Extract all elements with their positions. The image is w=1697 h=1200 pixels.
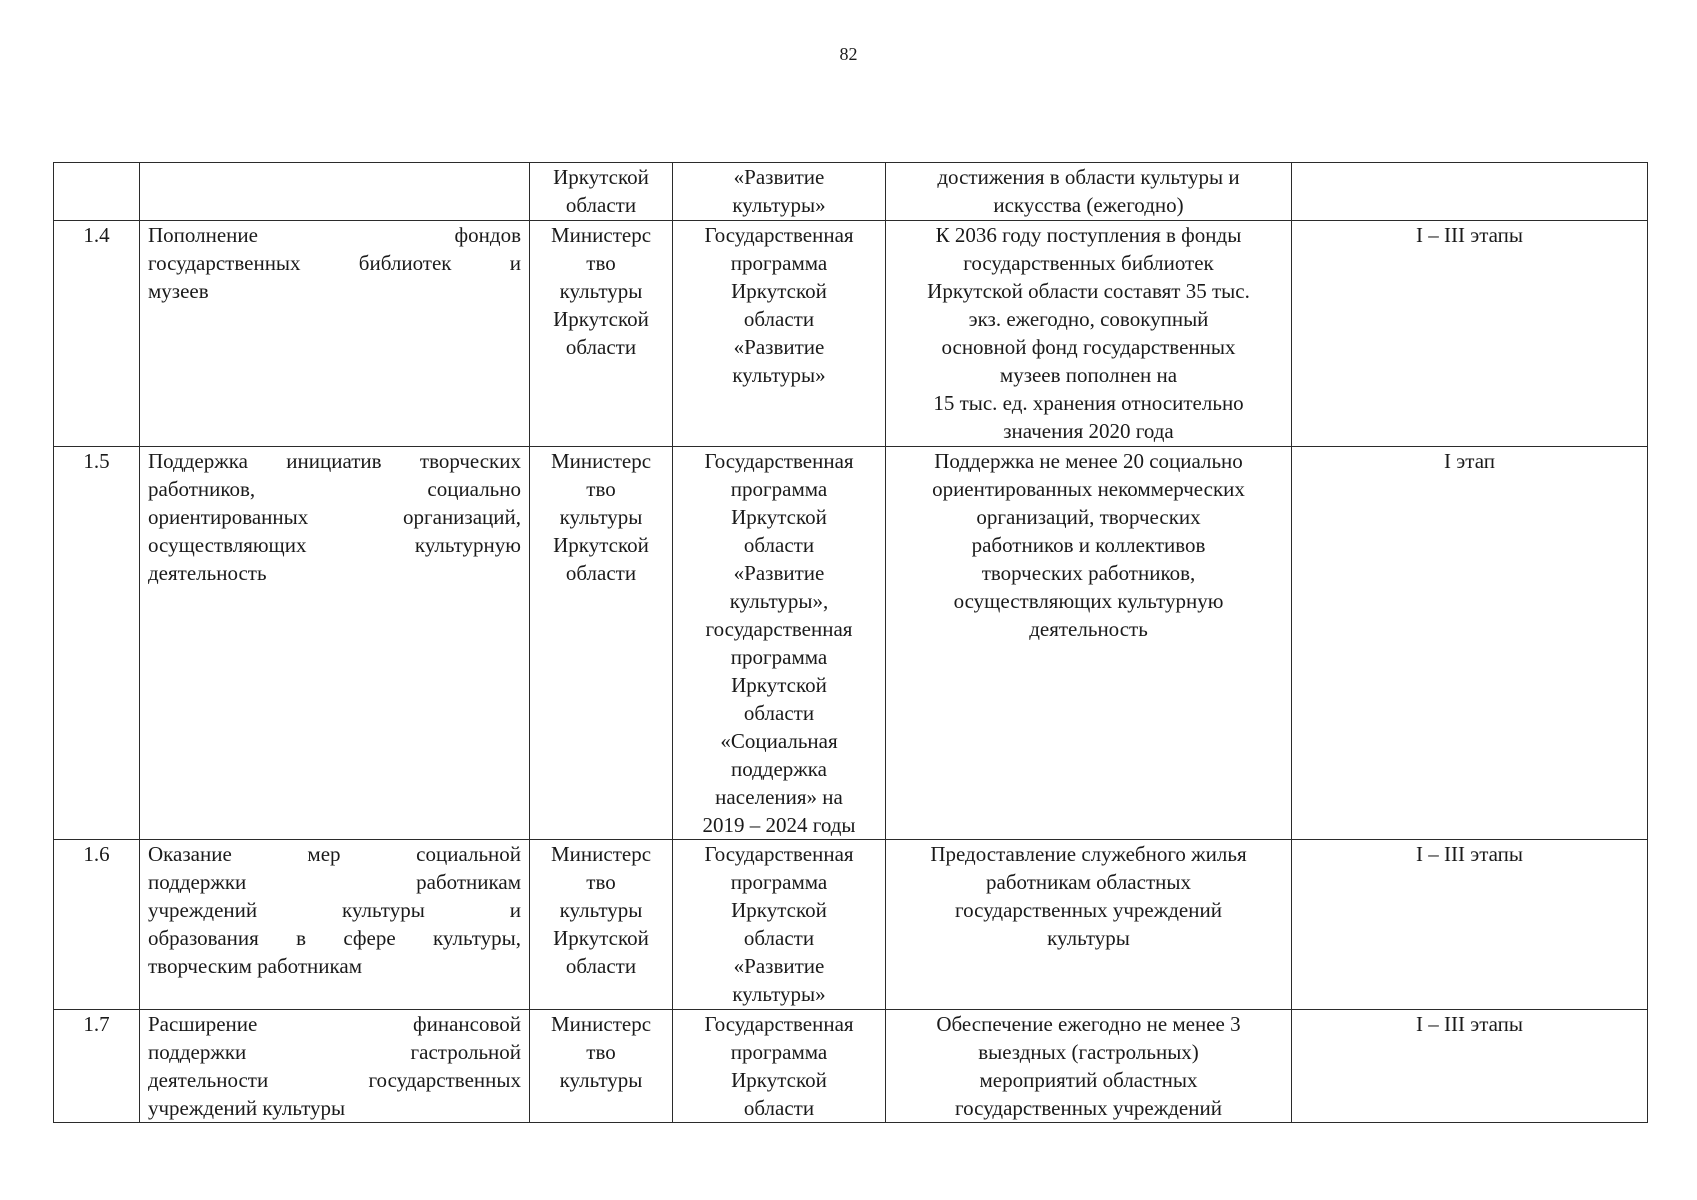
cell-line: музеев <box>148 279 209 303</box>
cell-line: деятельность <box>148 561 267 585</box>
cell-line: Иркутской <box>731 898 827 922</box>
measures-table <box>53 162 1648 1123</box>
item-number: 1.5 <box>54 447 140 840</box>
implementation-stage: I этап <box>1292 447 1648 840</box>
cell-line: Иркутской <box>553 307 649 331</box>
cell-line: тво <box>586 870 616 894</box>
cell-line: Иркутской <box>731 279 827 303</box>
measure-name <box>140 163 530 221</box>
cell-line: области <box>565 335 637 359</box>
cell-line: области <box>565 954 637 978</box>
cell-line: государственных учреждений <box>955 1096 1222 1120</box>
cell-line: деятельность <box>1029 617 1148 641</box>
cell-line: государственных учреждений <box>955 898 1222 922</box>
table-body <box>54 163 1648 1123</box>
cell-line: области <box>743 701 815 725</box>
cell-line: Иркутской <box>553 926 649 950</box>
cell-line: культуры <box>559 279 643 303</box>
cell-line: программа <box>730 870 828 894</box>
table-row <box>54 163 1648 221</box>
cell-line: «Развитие <box>733 165 825 189</box>
cell-line: музеев пополнен на <box>999 363 1178 387</box>
cell-line: Предоставление служебного жилья <box>930 842 1247 866</box>
measure-name <box>140 447 530 840</box>
expected-result <box>886 163 1292 221</box>
cell-line: образования в сфере культуры, <box>148 926 521 950</box>
implementation-stage: I – III этапы <box>1292 221 1648 447</box>
cell-line: Государственная <box>704 842 854 866</box>
cell-line: учреждений культуры и <box>148 898 521 922</box>
program-document <box>673 221 886 447</box>
implementation-stage: I – III этапы <box>1292 840 1648 1010</box>
cell-line: творческих работников, <box>981 561 1196 585</box>
item-number: 1.4 <box>54 221 140 447</box>
cell-line: поддержки работникам <box>148 870 521 894</box>
cell-line: организаций, творческих <box>976 505 1201 529</box>
cell-line: Министерс <box>550 449 652 473</box>
cell-line: Государственная <box>704 449 854 473</box>
responsible-executor <box>530 221 673 447</box>
program-document <box>673 1010 886 1123</box>
responsible-executor <box>530 1010 673 1123</box>
cell-line: Государственная <box>704 1012 854 1036</box>
cell-line: культуры <box>1047 926 1130 950</box>
program-document <box>673 840 886 1010</box>
cell-line: Иркутской <box>731 505 827 529</box>
cell-line: Обеспечение ежегодно не менее 3 <box>936 1012 1241 1036</box>
cell-line: Иркутской <box>553 165 649 189</box>
responsible-executor <box>530 447 673 840</box>
cell-line: культуры <box>559 898 643 922</box>
cell-line: «Развитие <box>733 335 825 359</box>
measure-name <box>140 840 530 1010</box>
expected-result <box>886 221 1292 447</box>
cell-line: экз. ежегодно, совокупный <box>968 307 1209 331</box>
cell-line: поддержки гастрольной <box>148 1040 521 1064</box>
cell-line: Иркутской <box>553 533 649 557</box>
cell-line: значения 2020 года <box>1003 419 1174 443</box>
table-row <box>54 447 1648 840</box>
cell-line: области <box>565 561 637 585</box>
cell-line: Министерс <box>550 842 652 866</box>
cell-line: культуры» <box>732 982 826 1006</box>
cell-line: работников и коллективов <box>971 533 1206 557</box>
cell-line: государственная <box>705 617 853 641</box>
cell-line: культуры <box>559 1068 643 1092</box>
expected-result <box>886 840 1292 1010</box>
cell-line: населения» на <box>715 785 843 809</box>
table-row <box>54 1010 1648 1123</box>
cell-line: программа <box>730 477 828 501</box>
cell-line: области <box>565 193 637 217</box>
cell-line: выездных (гастрольных) <box>978 1040 1199 1064</box>
cell-line: работников, социально <box>148 477 521 501</box>
cell-line: Расширение финансовой <box>148 1012 521 1036</box>
cell-line: программа <box>730 645 828 669</box>
cell-line: мероприятий областных <box>979 1068 1198 1092</box>
cell-line: Иркутской <box>731 1068 827 1092</box>
cell-line: области <box>743 533 815 557</box>
cell-line: учреждений культуры <box>148 1096 346 1120</box>
cell-line: культуры», <box>729 589 829 613</box>
cell-line: работникам областных <box>986 870 1191 894</box>
cell-line: государственных библиотек и <box>148 251 521 275</box>
cell-line: области <box>743 1096 815 1120</box>
cell-line: области <box>743 307 815 331</box>
cell-line: тво <box>586 477 616 501</box>
cell-line: достижения в области культуры и <box>937 165 1240 189</box>
cell-line: «Социальная <box>720 729 838 753</box>
cell-line: Пополнение фондов <box>148 223 521 247</box>
cell-line: «Развитие <box>733 954 825 978</box>
page-number: 82 <box>839 44 858 64</box>
cell-line: Оказание мер социальной <box>148 842 521 866</box>
cell-line: области <box>743 926 815 950</box>
measure-name <box>140 221 530 447</box>
cell-line: Поддержка не менее 20 социально <box>934 449 1243 473</box>
implementation-stage: I – III этапы <box>1292 1010 1648 1123</box>
cell-line: «Развитие <box>733 561 825 585</box>
measure-name <box>140 1010 530 1123</box>
cell-line: 15 тыс. ед. хранения относительно <box>933 391 1244 415</box>
cell-line: культуры» <box>732 193 826 217</box>
cell-line: поддержка <box>730 757 828 781</box>
cell-line: искусства (ежегодно) <box>993 193 1184 217</box>
responsible-executor <box>530 163 673 221</box>
item-number: 1.7 <box>54 1010 140 1123</box>
cell-line: тво <box>586 1040 616 1064</box>
cell-line: культуры <box>559 505 643 529</box>
cell-line: ориентированных организаций, <box>148 505 521 529</box>
cell-line: программа <box>730 251 828 275</box>
item-number: 1.6 <box>54 840 140 1010</box>
cell-line: Министерс <box>550 223 652 247</box>
cell-line: государственных библиотек <box>963 251 1214 275</box>
cell-line: 2019 – 2024 годы <box>702 813 856 837</box>
responsible-executor <box>530 840 673 1010</box>
program-document <box>673 447 886 840</box>
cell-line: тво <box>586 251 616 275</box>
cell-line: Министерс <box>550 1012 652 1036</box>
cell-line: программа <box>730 1040 828 1064</box>
cell-line: творческим работникам <box>148 954 363 978</box>
item-number <box>54 163 140 221</box>
cell-line: Государственная <box>704 223 854 247</box>
program-document <box>673 163 886 221</box>
cell-line: осуществляющих культурную <box>148 533 521 557</box>
cell-line: Иркутской <box>731 673 827 697</box>
cell-line: Поддержка инициатив творческих <box>148 449 521 473</box>
implementation-stage <box>1292 163 1648 221</box>
cell-line: ориентированных некоммерческих <box>932 477 1245 501</box>
table-row <box>54 221 1648 447</box>
expected-result <box>886 1010 1292 1123</box>
cell-line: основной фонд государственных <box>941 335 1236 359</box>
cell-line: культуры» <box>732 363 826 387</box>
cell-line: деятельности государственных <box>148 1068 521 1092</box>
cell-line: осуществляющих культурную <box>953 589 1224 613</box>
table-row <box>54 840 1648 1010</box>
expected-result <box>886 447 1292 840</box>
cell-line: К 2036 году поступления в фонды <box>935 223 1242 247</box>
cell-line: Иркутской области составят 35 тыс. <box>927 279 1250 303</box>
